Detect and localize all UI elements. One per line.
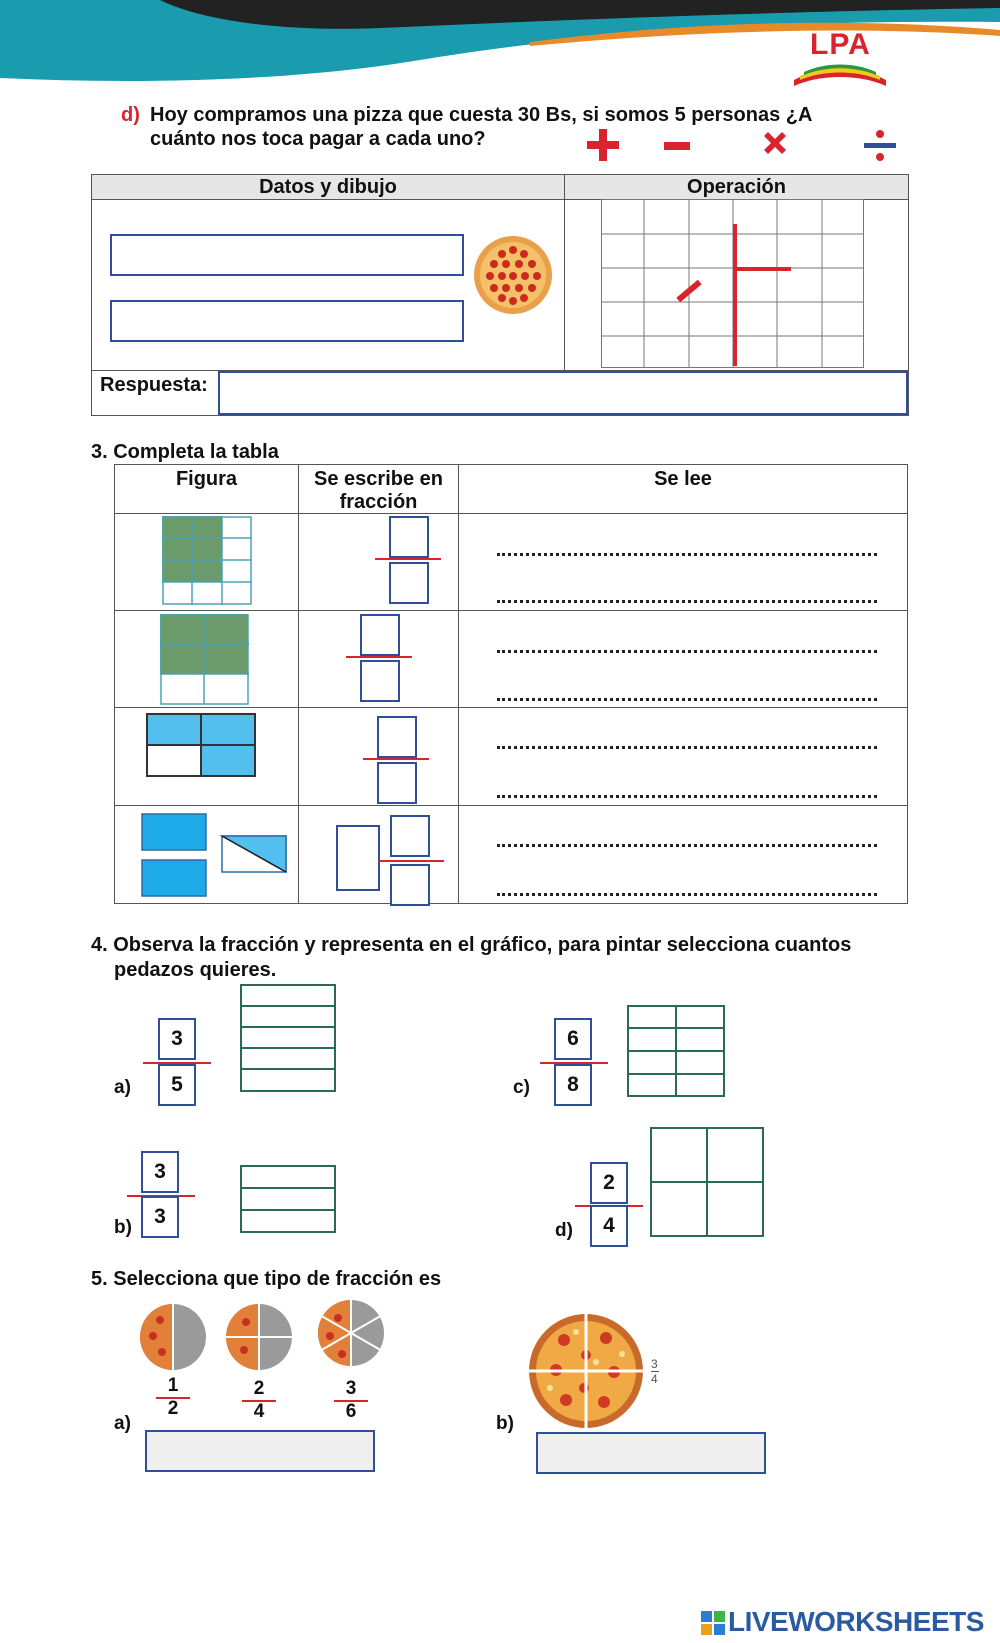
figure-row2 [160, 614, 250, 706]
item-a-num: 3 [158, 1018, 196, 1060]
row4-whole-box[interactable] [336, 825, 380, 891]
row2-den-box[interactable] [360, 660, 400, 702]
col-figura-header: Figura [175, 468, 238, 490]
logo-text: LPA [810, 28, 871, 61]
figure-row1 [162, 516, 254, 606]
footer-brand: LIVEWORKSHEETS [728, 1606, 984, 1637]
row2-read-line-2[interactable] [497, 698, 877, 701]
section5-a-label: a) [114, 1413, 131, 1434]
item-d-label: d) [555, 1220, 573, 1241]
b-frac-num: 3 [651, 1357, 658, 1371]
col-fraccion-header-1: Se escribe en [314, 468, 443, 490]
respuesta-label: Respuesta: [100, 374, 208, 396]
item-a-label: a) [114, 1077, 131, 1098]
row3-read-line-1[interactable] [497, 746, 877, 749]
row3-read-line-2[interactable] [497, 795, 877, 798]
frac-a1-num: 1 [167, 1375, 179, 1396]
item-a-den: 5 [158, 1064, 196, 1106]
row1-read-line-1[interactable] [497, 553, 877, 556]
item-b-num: 3 [141, 1151, 179, 1193]
problem-d-line1: Hoy compramos una pizza que cuesta 30 Bs, si somos 5 personas ¿A [150, 104, 813, 126]
pizza-quarters-icon [224, 1302, 294, 1372]
row4-fraction-bar [378, 860, 444, 862]
row2-num-box[interactable] [360, 614, 400, 656]
logo [790, 28, 890, 90]
item-c-paint-grid[interactable] [627, 1005, 725, 1097]
figure-row3 [145, 712, 257, 778]
col-fraccion-header-2: fracción [339, 491, 418, 513]
row3-num-box[interactable] [377, 716, 417, 758]
row4-num-box[interactable] [390, 815, 430, 857]
pizza-sixths-icon [316, 1298, 386, 1368]
problem-d-label: d) [121, 104, 140, 126]
row1-fraction-bar [375, 558, 441, 560]
row4-den-box[interactable] [390, 864, 430, 906]
item-c-den: 8 [554, 1064, 592, 1106]
item-b-paint-grid[interactable] [240, 1165, 336, 1233]
pizza-half-icon [138, 1302, 208, 1372]
datos-input-2[interactable] [110, 300, 464, 342]
plus-icon[interactable] [585, 127, 621, 163]
section3-title: 3. Completa la tabla [91, 441, 279, 463]
item-a-paint-grid[interactable] [240, 984, 336, 1092]
divide-icon[interactable] [862, 128, 898, 164]
col-operacion-header: Operación [687, 176, 786, 198]
frac-a2-num: 2 [253, 1378, 265, 1399]
section5-title: 5. Selecciona que tipo de fracción es [91, 1268, 442, 1290]
section4-title-2: pedazos quieres. [114, 959, 277, 981]
row3-den-box[interactable] [377, 762, 417, 804]
minus-icon[interactable] [662, 140, 692, 152]
row4-read-line-1[interactable] [497, 844, 877, 847]
respuesta-input[interactable] [218, 371, 908, 415]
frac-a3-den: 6 [345, 1401, 357, 1422]
section4-title-1: 4. Observa la fracción y representa en el gráfico, para pintar selecciona cuantos [91, 934, 852, 956]
operation-grid[interactable] [601, 199, 865, 369]
frac-a1-den: 2 [167, 1398, 179, 1419]
row4-read-line-2[interactable] [497, 893, 877, 896]
col-lee-header: Se lee [654, 468, 712, 490]
datos-input-1[interactable] [110, 234, 464, 276]
section5-a-answer[interactable] [145, 1430, 375, 1472]
pizza-icon [472, 234, 554, 316]
figure-row4 [140, 812, 290, 900]
b-frac-den: 4 [651, 1372, 658, 1386]
times-icon[interactable] [760, 128, 790, 158]
section5-b-label: b) [496, 1413, 514, 1434]
row1-num-box[interactable] [389, 516, 429, 558]
row1-den-box[interactable] [389, 562, 429, 604]
item-d-paint-grid[interactable] [650, 1127, 764, 1237]
pizza-big-icon [526, 1310, 646, 1432]
section5-b-answer[interactable] [536, 1432, 766, 1474]
frac-a3-num: 3 [345, 1378, 357, 1399]
row2-fraction-bar [346, 656, 412, 658]
frac-a2-den: 4 [253, 1401, 265, 1422]
item-c-num: 6 [554, 1018, 592, 1060]
row3-fraction-bar [363, 758, 429, 760]
row1-read-line-2[interactable] [497, 600, 877, 603]
item-d-num: 2 [590, 1162, 628, 1204]
item-d-den: 4 [590, 1205, 628, 1247]
item-b-label: b) [114, 1217, 132, 1238]
problem-d-line2: cuánto nos toca pagar a cada uno? [150, 128, 486, 150]
col-datos-header: Datos y dibujo [259, 176, 397, 198]
item-b-den: 3 [141, 1196, 179, 1238]
item-c-label: c) [513, 1077, 530, 1098]
liveworksheets-logo-icon [700, 1610, 726, 1636]
row2-read-line-1[interactable] [497, 650, 877, 653]
